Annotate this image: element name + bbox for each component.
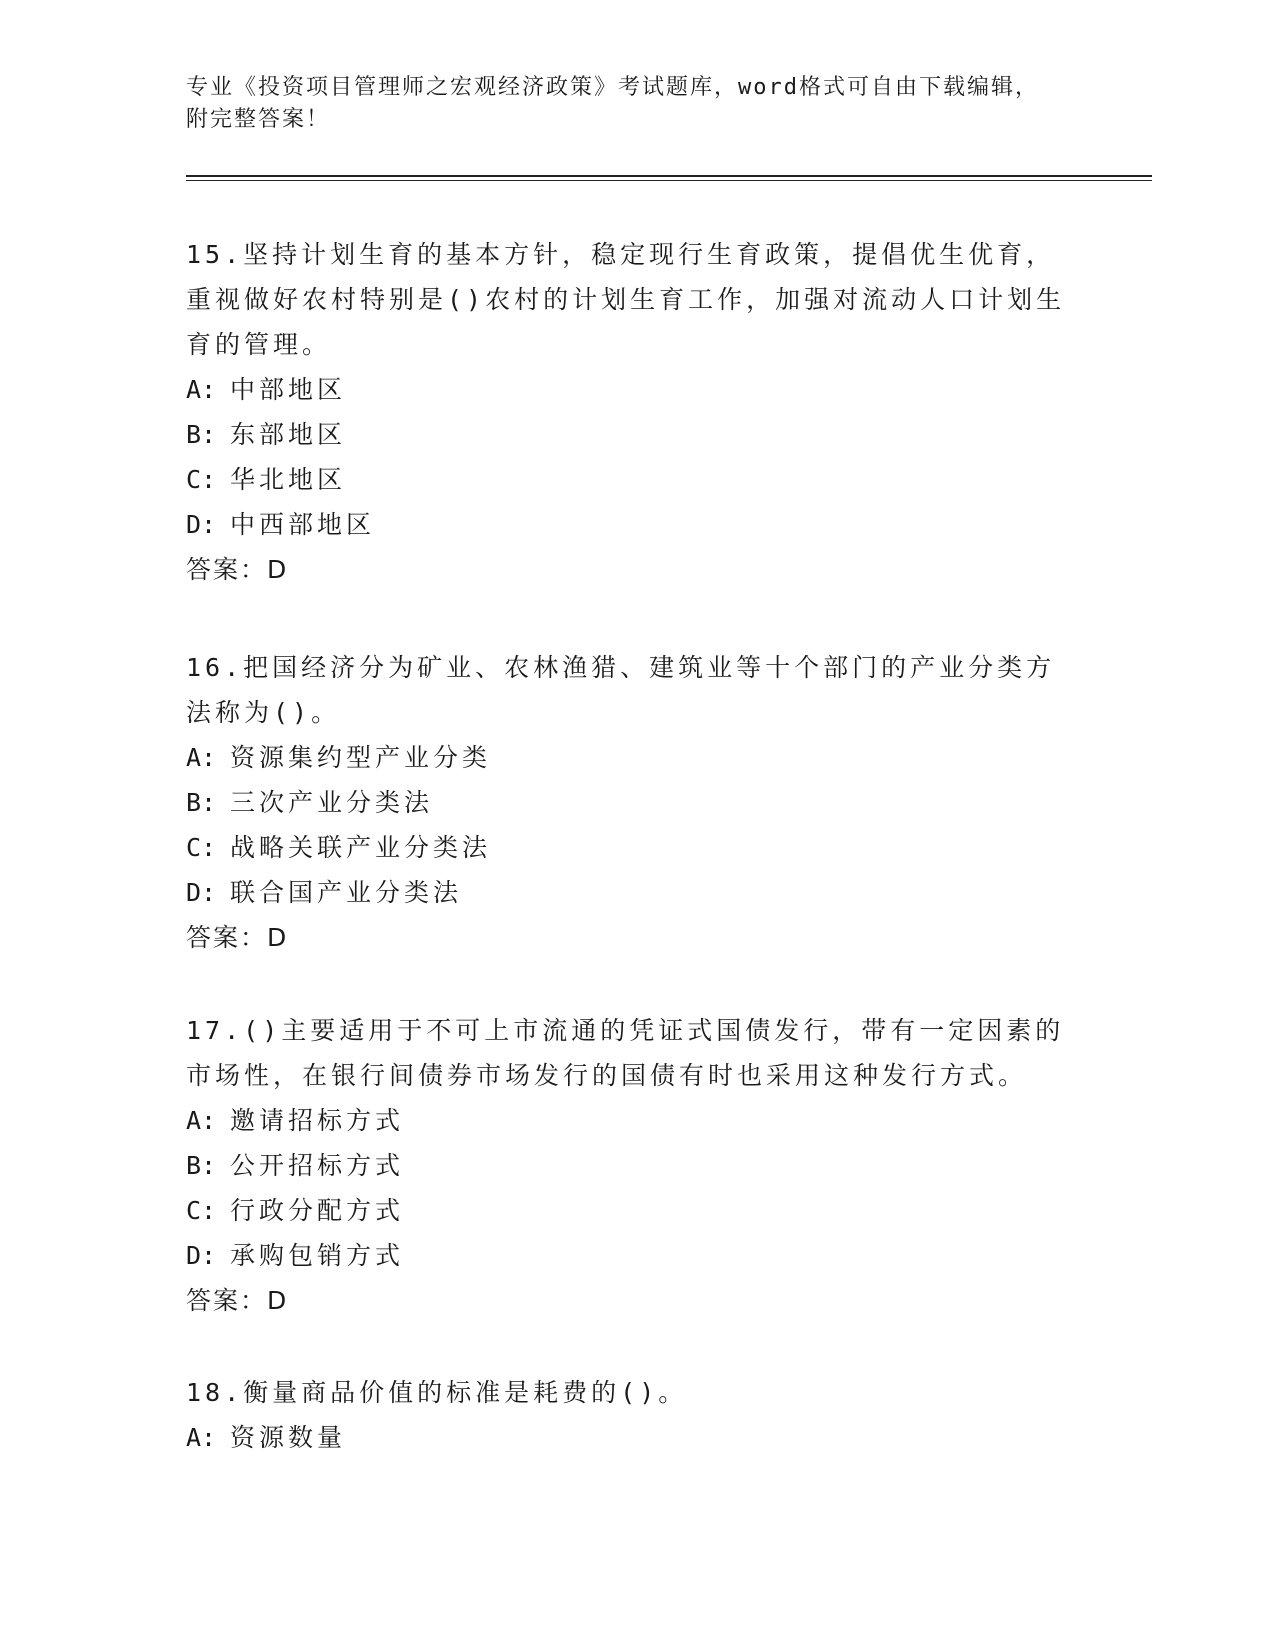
option-a [186, 1415, 1066, 1460]
document-header [186, 72, 1066, 136]
option-key: A: [186, 743, 217, 772]
option-c [186, 457, 1066, 502]
option-a [186, 1098, 1066, 1143]
header-line-1: 专业《投资项目管理师之宏观经济政策》考试题库，word格式可自由下载编辑， [186, 75, 1039, 100]
option-key: B: [186, 420, 217, 449]
option-text: 公开招标方式 [230, 1151, 405, 1180]
option-text: 联合国产业分类法 [230, 878, 463, 907]
option-text: 承购包销方式 [230, 1241, 405, 1270]
answer-line: 答案：D [186, 923, 289, 952]
option-b [186, 1143, 1066, 1188]
option-text: 资源数量 [230, 1423, 347, 1452]
question-16 [186, 645, 1066, 960]
option-key: C: [186, 1196, 217, 1225]
option-text: 战略关联产业分类法 [230, 833, 492, 862]
option-key: D: [186, 1241, 217, 1270]
answer-line: 答案：D [186, 1286, 289, 1315]
option-text: 三次产业分类法 [230, 788, 434, 817]
option-key: A: [186, 375, 217, 404]
option-d [186, 870, 1066, 915]
question-17 [186, 1008, 1066, 1323]
answer-line: 答案：D [186, 555, 289, 584]
question-15 [186, 232, 1066, 592]
option-key: D: [186, 878, 217, 907]
option-key: A: [186, 1106, 217, 1135]
option-text: 资源集约型产业分类 [230, 743, 492, 772]
header-line-2: 附完整答案！ [186, 107, 331, 132]
option-text: 中西部地区 [230, 510, 376, 539]
option-key: A: [186, 1423, 217, 1452]
question-text: 18.衡量商品价值的标准是耗费的()。 [186, 1378, 688, 1407]
option-text: 邀请招标方式 [230, 1106, 405, 1135]
option-d [186, 1233, 1066, 1278]
option-key: B: [186, 788, 217, 817]
option-key: D: [186, 510, 217, 539]
option-c [186, 825, 1066, 870]
option-text: 行政分配方式 [230, 1196, 405, 1225]
question-text: 17.()主要适用于不可上市流通的凭证式国债发行，带有一定因素的市场性，在银行间债券市场发行的国债有时也采用这种发行方式。 [186, 1016, 1065, 1090]
question-text: 16.把国经济分为矿业、农林渔猎、建筑业等十个部门的产业分类方法称为()。 [186, 653, 1056, 727]
option-key: C: [186, 465, 217, 494]
option-text: 东部地区 [230, 420, 347, 449]
option-a [186, 735, 1066, 780]
option-d [186, 502, 1066, 547]
header-divider-thick [186, 175, 1152, 177]
option-key: B: [186, 1151, 217, 1180]
option-c [186, 1188, 1066, 1233]
question-text: 15.坚持计划生育的基本方针，稳定现行生育政策，提倡优生优育，重视做好农村特别是()农村的计划生育工作，加强对流动人口计划生育的管理。 [186, 240, 1066, 359]
option-b [186, 412, 1066, 457]
option-key: C: [186, 833, 217, 862]
option-text: 中部地区 [230, 375, 347, 404]
option-text: 华北地区 [230, 465, 347, 494]
option-a [186, 367, 1066, 412]
option-b [186, 780, 1066, 825]
question-18 [186, 1370, 1066, 1460]
header-divider-thin [186, 180, 1152, 181]
